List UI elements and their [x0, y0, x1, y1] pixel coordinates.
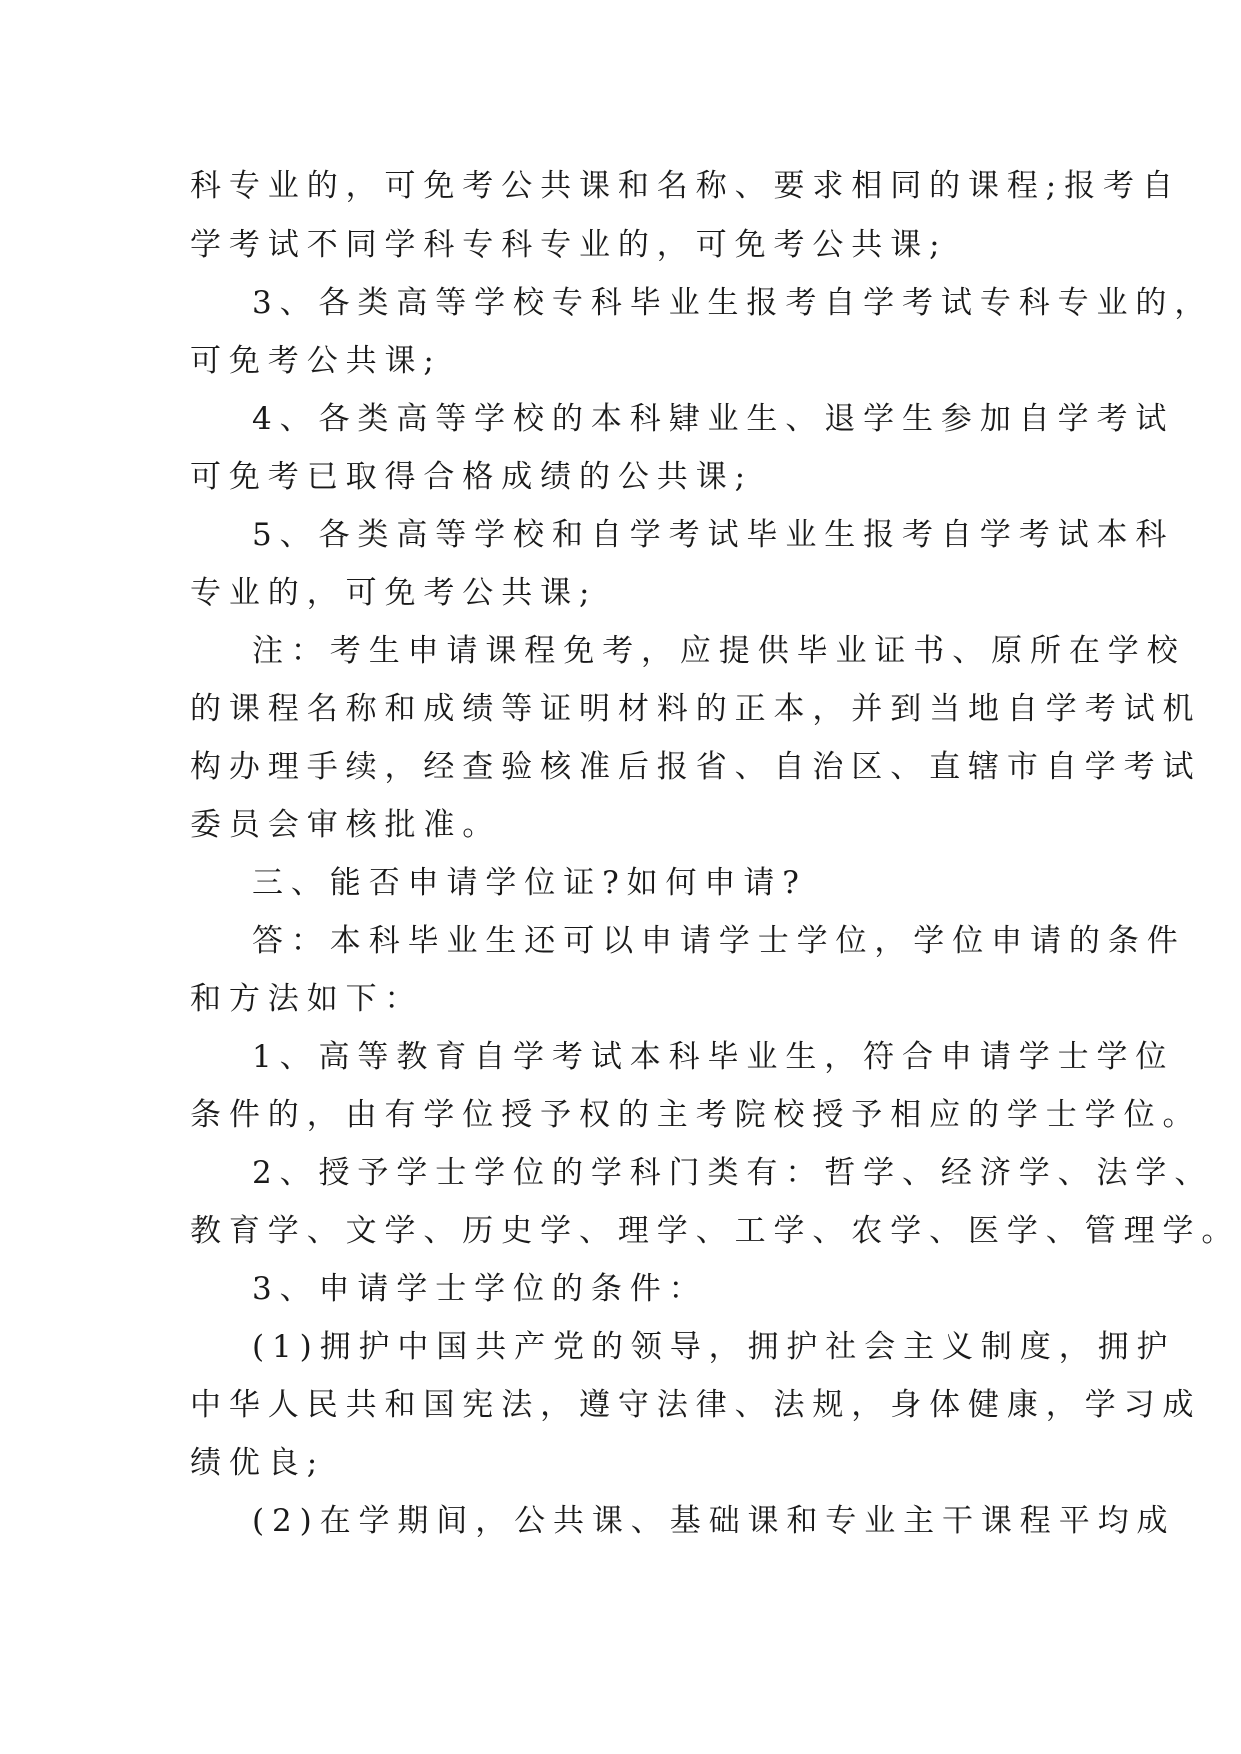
- text-line-5: 4、各类高等学校的本科肄业生、退学生参加自学考试: [252, 401, 1175, 437]
- text-line-12: 委员会审核批准。: [190, 807, 502, 843]
- text-line-20: 3、申请学士学位的条件：: [252, 1271, 708, 1307]
- text-line-13: 三、能否申请学位证?如何申请?: [252, 865, 807, 901]
- text-line-3: 3、各类高等学校专科毕业生报考自学考试专科专业的，: [252, 285, 1214, 321]
- text-line-17: 条件的，由有学位授予权的主考院校授予相应的学士学位。: [190, 1097, 1202, 1133]
- text-line-22: 中华人民共和国宪法，遵守法律、法规，身体健康，学习成: [190, 1387, 1202, 1423]
- text-line-24: (2)在学期间，公共课、基础课和专业主干课程平均成: [252, 1503, 1176, 1539]
- text-line-16: 1、高等教育自学考试本科毕业生，符合申请学士学位: [252, 1039, 1175, 1075]
- text-line-9: 注：考生申请课程免考，应提供毕业证书、原所在学校: [252, 633, 1186, 669]
- text-line-15: 和方法如下：: [190, 981, 424, 1017]
- text-line-14: 答：本科毕业生还可以申请学士学位，学位申请的条件: [252, 923, 1186, 959]
- text-line-1: 科专业的，可免考公共课和名称、要求相同的课程;报考自: [190, 168, 1181, 204]
- text-line-23: 绩优良;: [190, 1445, 326, 1481]
- text-line-7: 5、各类高等学校和自学考试毕业生报考自学考试本科: [252, 517, 1175, 553]
- text-line-2: 学考试不同学科专科专业的，可免考公共课;: [190, 227, 948, 263]
- text-line-10: 的课程名称和成绩等证明材料的正本，并到当地自学考试机: [190, 691, 1202, 727]
- text-line-6: 可免考已取得合格成绩的公共课;: [190, 459, 753, 495]
- text-line-11: 构办理手续，经查验核准后报省、自治区、直辖市自学考试: [190, 749, 1202, 785]
- text-line-21: (1)拥护中国共产党的领导，拥护社会主义制度，拥护: [252, 1329, 1176, 1365]
- text-line-18: 2、授予学士学位的学科门类有：哲学、经济学、法学、: [252, 1155, 1214, 1191]
- text-line-4: 可免考公共课;: [190, 343, 442, 379]
- text-line-8: 专业的，可免考公共课;: [190, 575, 598, 611]
- text-line-19: 教育学、文学、历史学、理学、工学、农学、医学、管理学。: [190, 1213, 1241, 1249]
